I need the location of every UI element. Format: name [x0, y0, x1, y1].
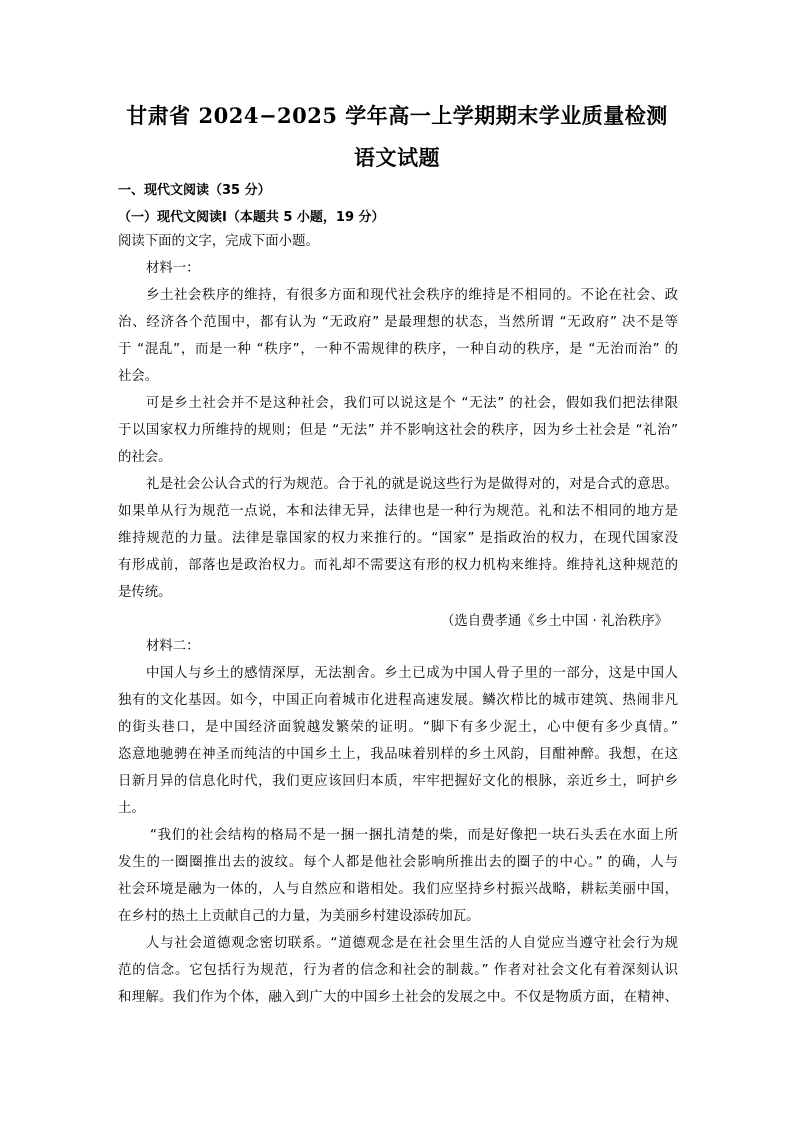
material1-line: 如果单从行为规范一点说，本和法律无异，法律也是一种行为规范。礼和法不相同的地方是: [118, 504, 678, 519]
material1-line: 有形成前，部落也是政治权力。而礼却不需要这有形的权力机构来维持。维持礼这种规范的: [118, 558, 678, 573]
material1-line: 礼是社会公认合式的行为规范。合于礼的就是说这些行为是做得对的，对是合式的意思。: [146, 477, 678, 492]
document-title: 甘肃省 2024−2025 学年高一上学期期末学业质量检测: [126, 103, 668, 128]
material2-line: 土。: [118, 801, 145, 816]
material2-line: 恣意地驰骋在神圣而纯洁的中国乡土上，我品味着别样的乡土风韵，目酣神醉。我想，在这: [118, 747, 678, 762]
material1-line: 维持规范的力量。法律是靠国家的权力来推行的。“国家” 是指政治的权力，在现代国家没: [118, 531, 678, 546]
material1-line: 的社会。: [118, 450, 172, 465]
subsection-heading: （一）现代文阅读Ⅰ（本题共 5 小题，19 分）: [118, 210, 385, 225]
material1-line: 是传统。: [118, 585, 172, 600]
material1-line: 于 “混乱”，而是一种 “秩序”，一种不需规律的秩序，一种自动的秩序，是 “无治而治” 的: [118, 342, 678, 357]
material1-line: 社会。: [118, 369, 159, 384]
material1-label: 材料一：: [146, 261, 200, 276]
material2-line: “我们的社会结构的格局不是一捆一捆扎清楚的柴，而是好像把一块石头丢在水面上所: [150, 828, 678, 843]
material2-line: 独有的文化基因。如今，中国正向着城市化进程高速发展。鳞次栉比的城市建筑、热闹非凡: [118, 693, 678, 708]
material2-line: 的街头巷口，是中国经济面貌越发繁荣的证明。“脚下有多少泥土，心中便有多少真情。”: [118, 720, 678, 735]
material1-line: 可是乡土社会并不是这种社会，我们可以说这是个 “无法” 的社会，假如我们把法律限: [146, 396, 678, 411]
material1-line: 治、经济各个范围中，都有认为 “无政府” 是最理想的状态，当然所谓 “无政府” 决不是等: [118, 315, 678, 330]
material1-line: 于以国家权力所维持的规则；但是 “无法” 并不影响这社会的秩序，因为乡土社会是 “礼治”: [118, 423, 678, 438]
material2-line: 日新月异的信息化时代，我们更应该回归本质，牢牢把握好文化的根脉，亲近乡土，呵护乡: [118, 774, 678, 789]
material2-line: 范的信念。它包括行为规范，行为者的信念和社会的制裁。” 作者对社会文化有着深刻认识: [118, 963, 678, 978]
material1-source: （选自费孝通《乡土中国 · 礼治秩序》: [440, 614, 668, 629]
section-heading: 一、现代文阅读（35 分）: [118, 183, 271, 198]
material2-label: 材料二：: [146, 639, 200, 654]
material2-line: 人与社会道德观念密切联系。“道德观念是在社会里生活的人自觉应当遵守社会行为规: [146, 936, 678, 951]
material2-line: 发生的一圈圈推出去的波纹。每个人都是他社会影响所推出去的圈子的中心。” 的确，人与: [118, 855, 678, 870]
document-subtitle: 语文试题: [354, 145, 440, 170]
material1-line: 乡土社会秩序的维持，有很多方面和现代社会秩序的维持是不相同的。不论在社会、政: [146, 288, 678, 303]
instruction-text: 阅读下面的文字，完成下面小题。: [118, 234, 319, 249]
material2-line: 和理解。我们作为个体，融入到广大的中国乡土社会的发展之中。不仅是物质方面，在精神、: [118, 990, 678, 1005]
material2-line: 在乡村的热土上贡献自己的力量，为美丽乡村建设添砖加瓦。: [118, 909, 480, 924]
material2-line: 社会环境是融为一体的，人与自然应和谐相处。我们应坚持乡村振兴战略，耕耘美丽中国，: [118, 882, 678, 897]
material2-line: 中国人与乡土的感情深厚，无法割舍。乡土已成为中国人骨子里的一部分，这是中国人: [146, 666, 678, 681]
